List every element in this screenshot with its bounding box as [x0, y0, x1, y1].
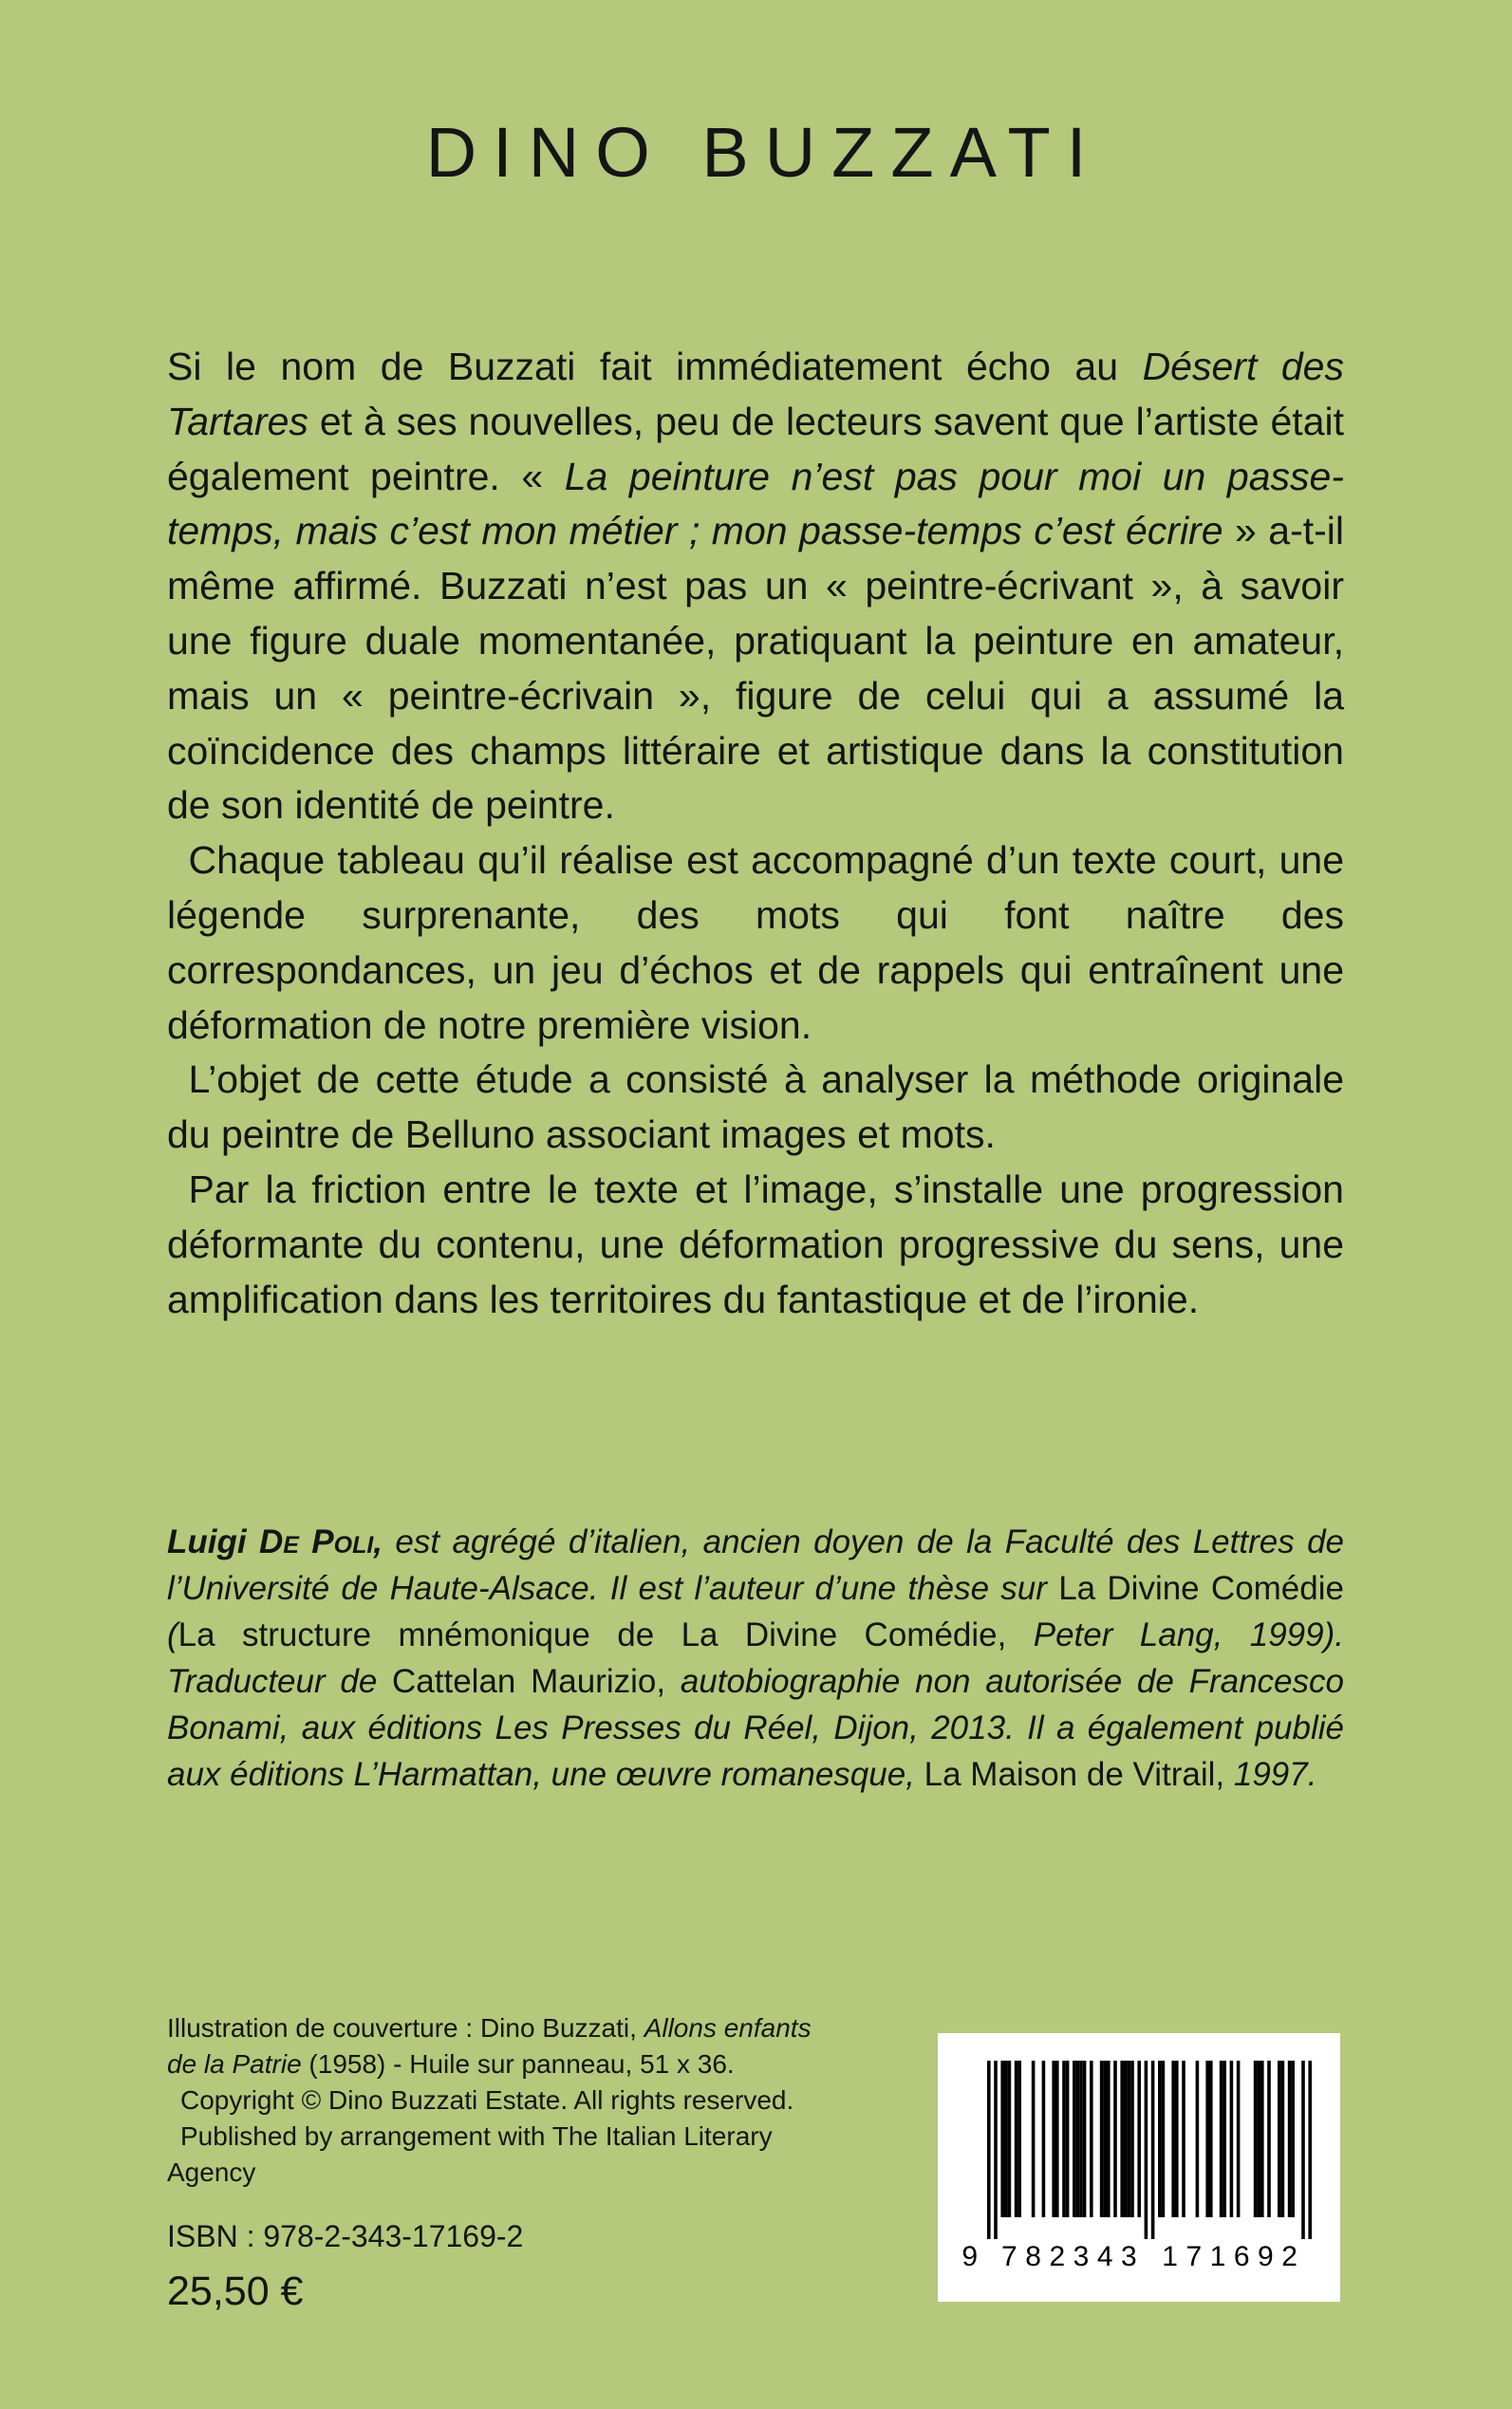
svg-text:1: 1: [1209, 2240, 1226, 2272]
text-segment: Allons enfants: [644, 2013, 812, 2043]
back-cover-blurb: [167, 340, 1344, 1327]
svg-text:6: 6: [1233, 2240, 1250, 2272]
svg-text:9: 9: [1258, 2240, 1274, 2272]
text-segment: Published by arrangement with The Italian Literary: [180, 2121, 773, 2152]
text-segment: autobiographie non autorisée de Francesco Bonami, aux éditions Les Presses du Réel, Dijon, 2013. Il a également publié aux éditions L’Harmattan, une œuvre romanesque,: [167, 1663, 1344, 1793]
price: 25,50 €: [167, 2269, 304, 2314]
blurb-paragraph: [167, 340, 1344, 833]
isbn-number: ISBN : 978-2-343-17169-2: [167, 2219, 524, 2253]
text-segment: Désert des Tartares: [167, 345, 1344, 443]
text-segment: Par la friction entre le texte et l’image, s’installe une progression déformante du contenu, une déformation progressive du sens, une amplification dans les territoires du fantastique et de l’ironie.: [167, 1167, 1344, 1321]
svg-text:7: 7: [1001, 2240, 1017, 2272]
cover-credits: [167, 2010, 907, 2191]
credit-line: [167, 2082, 907, 2119]
credit-line: [167, 2010, 907, 2046]
svg-text:7: 7: [1185, 2240, 1203, 2272]
author-bio: [167, 1519, 1344, 1798]
svg-text:8: 8: [1025, 2240, 1041, 2272]
ean13-barcode: [959, 2061, 1319, 2275]
text-segment: Copyright © Dino Buzzati Estate. All rights reserved.: [180, 2085, 794, 2116]
text-segment: Si le nom de Buzzati fait immédiatement écho au: [167, 345, 1143, 388]
text-segment: La Maison de Vitrail,: [924, 1756, 1225, 1793]
text-segment: est agrégé d’italien, ancien doyen de la Faculté des Lettres de l’Université de Haute-Alsace. Il est l’auteur d’une thèse sur: [167, 1523, 1345, 1607]
svg-text:2: 2: [1281, 2240, 1297, 2272]
barcode-box: [938, 2033, 1340, 2302]
svg-text:3: 3: [1073, 2240, 1090, 2272]
text-segment: Chaque tableau qu’il réalise est accompagné d’un texte court, une légende surprenante, des mots qui font naître des correspondances, un jeu d’échos et de rappels qui entraînent une déformation de notre première vision.: [167, 838, 1344, 1047]
svg-text:4: 4: [1096, 2240, 1113, 2272]
credit-line: [167, 2046, 907, 2082]
blurb-paragraph: [167, 1053, 1344, 1163]
text-segment: 1997.: [1224, 1756, 1317, 1793]
text-segment: (1958) - Huile sur panneau, 51 x 36.: [301, 2049, 735, 2080]
text-segment: Peter Lang, 1999). Traducteur de: [167, 1616, 1344, 1700]
text-segment: De Poli,: [258, 1523, 383, 1560]
text-segment: Agency: [167, 2157, 256, 2188]
svg-text:1: 1: [1162, 2240, 1178, 2272]
text-segment: Cattelan Maurizio,: [392, 1663, 666, 1700]
blurb-paragraph: [167, 1163, 1344, 1327]
text-segment: Luigi: [167, 1523, 259, 1560]
blurb-paragraph: [167, 833, 1344, 1053]
text-segment: La Divine Comédie: [1058, 1570, 1344, 1607]
text-segment: de la Patrie: [167, 2049, 302, 2080]
text-segment: La structure mnémonique de La Divine Comédie,: [177, 1616, 1007, 1653]
credit-line: [167, 2119, 907, 2155]
text-segment: et à ses nouvelles, peu de lecteurs savent que l’artiste était également peintre. «: [167, 399, 1344, 498]
text-segment: Illustration de couverture : Dino Buzzati,: [167, 2013, 644, 2043]
text-segment: L’objet de cette étude a consisté à analyser la méthode originale du peintre de Belluno associant images et mots.: [167, 1057, 1344, 1157]
text-segment: La peinture n’est pas pour moi un passe-temps, mais c’est mon métier ; mon passe-temps c’est écrire: [167, 454, 1344, 553]
svg-text:3: 3: [1121, 2240, 1137, 2272]
credit-line: [167, 2155, 907, 2191]
svg-text:9: 9: [961, 2240, 978, 2272]
text-segment: » a-t-il même affirmé. Buzzati n’est pas un « peintre-écrivant », à savoir une figure duale momentanée, pratiquant la peinture en amateur, mais un « peintre-écrivain », figure de celui qui a assumé la coïncidence des champs littéraire et artistique dans la constitution de son identité de peintre.: [167, 509, 1344, 828]
text-segment: (: [167, 1616, 178, 1653]
book-title: DINO BUZZATI: [425, 113, 1103, 192]
svg-text:2: 2: [1049, 2240, 1066, 2272]
